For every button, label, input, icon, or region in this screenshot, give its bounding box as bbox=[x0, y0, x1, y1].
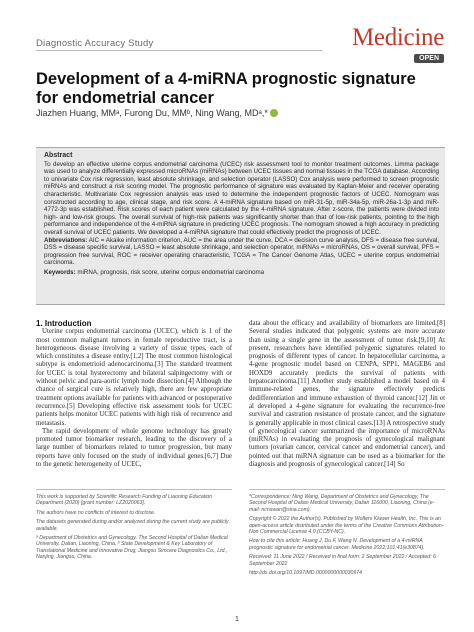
abbreviations bbox=[44, 237, 439, 267]
footnote: How to cite this article: Huang J, Du F, Wang N. Development of a 4-miRNA prognostic signature for endometrial cancer. Medicine 2022;101:41(e30874). bbox=[249, 538, 425, 551]
footnote: This work is supported by Scientific Research Funding of Liaoning Education Department (2020) [grant number: LZ2020063]. bbox=[36, 494, 213, 507]
body-paragraph: data about the efficacy and availability of biomarkers are limited.[8] Several studies indicated that polygenic systems are more accurate than using a single gene in the assessment of tumor risk.[9,10] At present, researchers have identified polygenic signatures related to prognosis of different types of cancer. In hepatocellular carcinoma, a 4-gene prognostic model based on CENPA, SPP1, MAGEB6 and HOXD9 accurately predicts the survival of patients with hepatocarcinoma.[11] Another study established a model based on 4 immune-related genes, the signature effectively predicts dedifferentiation and immune exhaustion of thyroid cancer.[12] Jin et al developed a 4-gene signature for evaluating the recurrence-free survival and castration resistance of prostate cancer, and the signature is generally applicable in most clinical cases.[13] A retrospective study of gynecological cancer summarized the importance of microRNAs (miRNAs) in evaluating the prognosis of gynecological malignant tumors (ovarian cancer, cervical cancer and endometrial cancer), and pointed out that miRNA signature can be used as a biomarker for the diagnosis and prognosis of gynecological cancer.[14] So bbox=[249, 320, 445, 469]
footnote: ᵃ Department of Obstetrics and Gynecology, The Second Hospital of Dalian Medical University, Dalian, Liaoning, China, ᵇ State Development & Key Laboratory of Translational Medicine and Innovative Drug, Jiangsu Simcere Diagnostics Co., Ltd., Nanjing, Jiangsu, China. bbox=[36, 535, 228, 561]
author-list bbox=[36, 108, 278, 118]
abstract-body: To develop an effective uterine corpus endometrial carcinoma (UCEC) risk assessment tool to monitor treatment outcomes. Limma package was used to analyze differentially expressed microRNAs (miRNAs) between UCEC tissues and normal tissues in the TCGA database. According to univariate Cox risk regression, least absolute shrinkage, and selection operator (LASSO) Cox analysis were performed to screen prognostic miRNAs and construct a risk scoring model. The prognostic performance of signature was evaluated by Kaplan-Meier and receiver operating characteristic. Multivariate Cox regression analysis was used to determine the independent prognostic factors of UCEC. Nomogram was constructed according to age, clinical stage, and risk score. A 4-miRNA signature based on miR-31-5p, miR-34a-5p, miR-26a-1-3p and miR-4772-3p was established. Risk scores of each patient were calculated by the 4-miRNA signature. After z-score, the patients were divided into high- and low-risk groups. The overall survival of high-risk patients was significantly shorter than that of low-risk patients, pointing to the high performance and independence of the 4-miRNA signature in predicting UCEC prognosis. The nomogram showed a high accuracy in predicting overall survival of UCEC patients. We developed a 4-miRNA signature that could effectively predict the prognosis of UCEC. bbox=[44, 160, 439, 236]
doi-link[interactable]: http://dx.doi.org/10.1097/MD.0000000000030974 bbox=[249, 570, 363, 577]
orcid-icon[interactable] bbox=[270, 109, 278, 117]
footnotes-right bbox=[249, 489, 445, 579]
abstract-box bbox=[36, 147, 445, 305]
abbreviations-text: AIC = Akaike information criterion, AUC = the area under the curve, DCA = decision curve analysis, DFS = disease free survival, DSS = disease specific survival, LASSO = least absolute shrinkage, and selection operator, miRNAs = microRNAs, OS = overall survival, PFS = progression free survival, ROC = receiver operating characteristic, TCGA = The Cancer Genome Atlas, UCEC = uterine corpus endometrial carcinoma. bbox=[44, 236, 439, 267]
article-title: Development of a 4-miRNA prognostic signature for endometrial cancer bbox=[36, 70, 416, 107]
abbreviations-label: Abbreviations: bbox=[44, 236, 88, 244]
body-paragraph: The rapid development of whole genome technology has greatly promoted tumor biomarker research, leading to the discovery of a large number of biomarkers related to tumor progression, but many reports have only focused on the study of individual genes.[6,7] Due to the genetic heterogeneity of UCEC, bbox=[36, 427, 232, 469]
journal-logo[interactable]: Medicine bbox=[351, 24, 444, 51]
abstract-heading: Abstract bbox=[44, 152, 73, 159]
header-bar bbox=[36, 24, 444, 62]
section-label: Diagnostic Accuracy Study bbox=[36, 38, 154, 49]
footnote: *Correspondence: Ning Wang, Department of Obstetrics and Gynecology, The Second Hospital of Dalian Medical University, Dalian 116000, Liaoning, China (e-mail: ncnswan@sina.com). bbox=[249, 494, 435, 513]
footnote: Received: 11 June 2022 / Received in final form: 2 September 2022 / Accepted: 6 September 2022 bbox=[249, 554, 436, 567]
header-rule bbox=[36, 50, 322, 51]
footnote: The authors have no conflicts of interest to disclose. bbox=[36, 509, 156, 516]
footnotes-left bbox=[36, 489, 232, 564]
body-column-right bbox=[249, 320, 445, 469]
keywords bbox=[44, 269, 439, 277]
body-column-left bbox=[36, 320, 232, 469]
page-number: 1 bbox=[235, 616, 239, 623]
keywords-text: miRNA, prognosis, risk score, uterine corpus endometrial carcinoma bbox=[77, 268, 265, 276]
footnote: The datasets generated during and/or analyzed during the current study are publicly available. bbox=[36, 519, 229, 532]
keywords-label: Keywords: bbox=[44, 268, 76, 276]
authors-text: Jiazhen Huang, MMᵃ, Furong Du, MMᵇ, Ning Wang, MDᵃ,* bbox=[36, 108, 268, 118]
footnote: Copyright © 2022 the Author(s). Published by Wolters Kluwer Health, Inc. This is an open-access article distributed under the terms of the Creative Commons Attribution-Non Commercial License 4.0 (CCBY-NC). bbox=[249, 516, 444, 536]
body-paragraph: Uterine corpus endometrial carcinoma (UCEC), which is 1 of the most common malignant tumors in female reproductive tract, is a heterogeneous disease involving a variety of tissue types, each of which constitutes a disease entity.[1,2] The most common histological subtype is endometrioid adenocarcinoma.[3] The standard treatment for UCEC is total hysterectomy and bilateral salpingectomy with or without pelvic and para-aortic lymph node dissection.[4] Although the chance of surgical cure is relatively high, there are few appropriate treatment options available for patients with advanced or postoperative recurrence.[5] Developing effective risk assessment tools for UCEC patients helps monitor UCEC patients with high risk of recurrence and metastasis. bbox=[36, 328, 232, 427]
intro-heading: 1. Introduction bbox=[36, 319, 92, 328]
open-access-badge: OPEN bbox=[414, 54, 444, 63]
